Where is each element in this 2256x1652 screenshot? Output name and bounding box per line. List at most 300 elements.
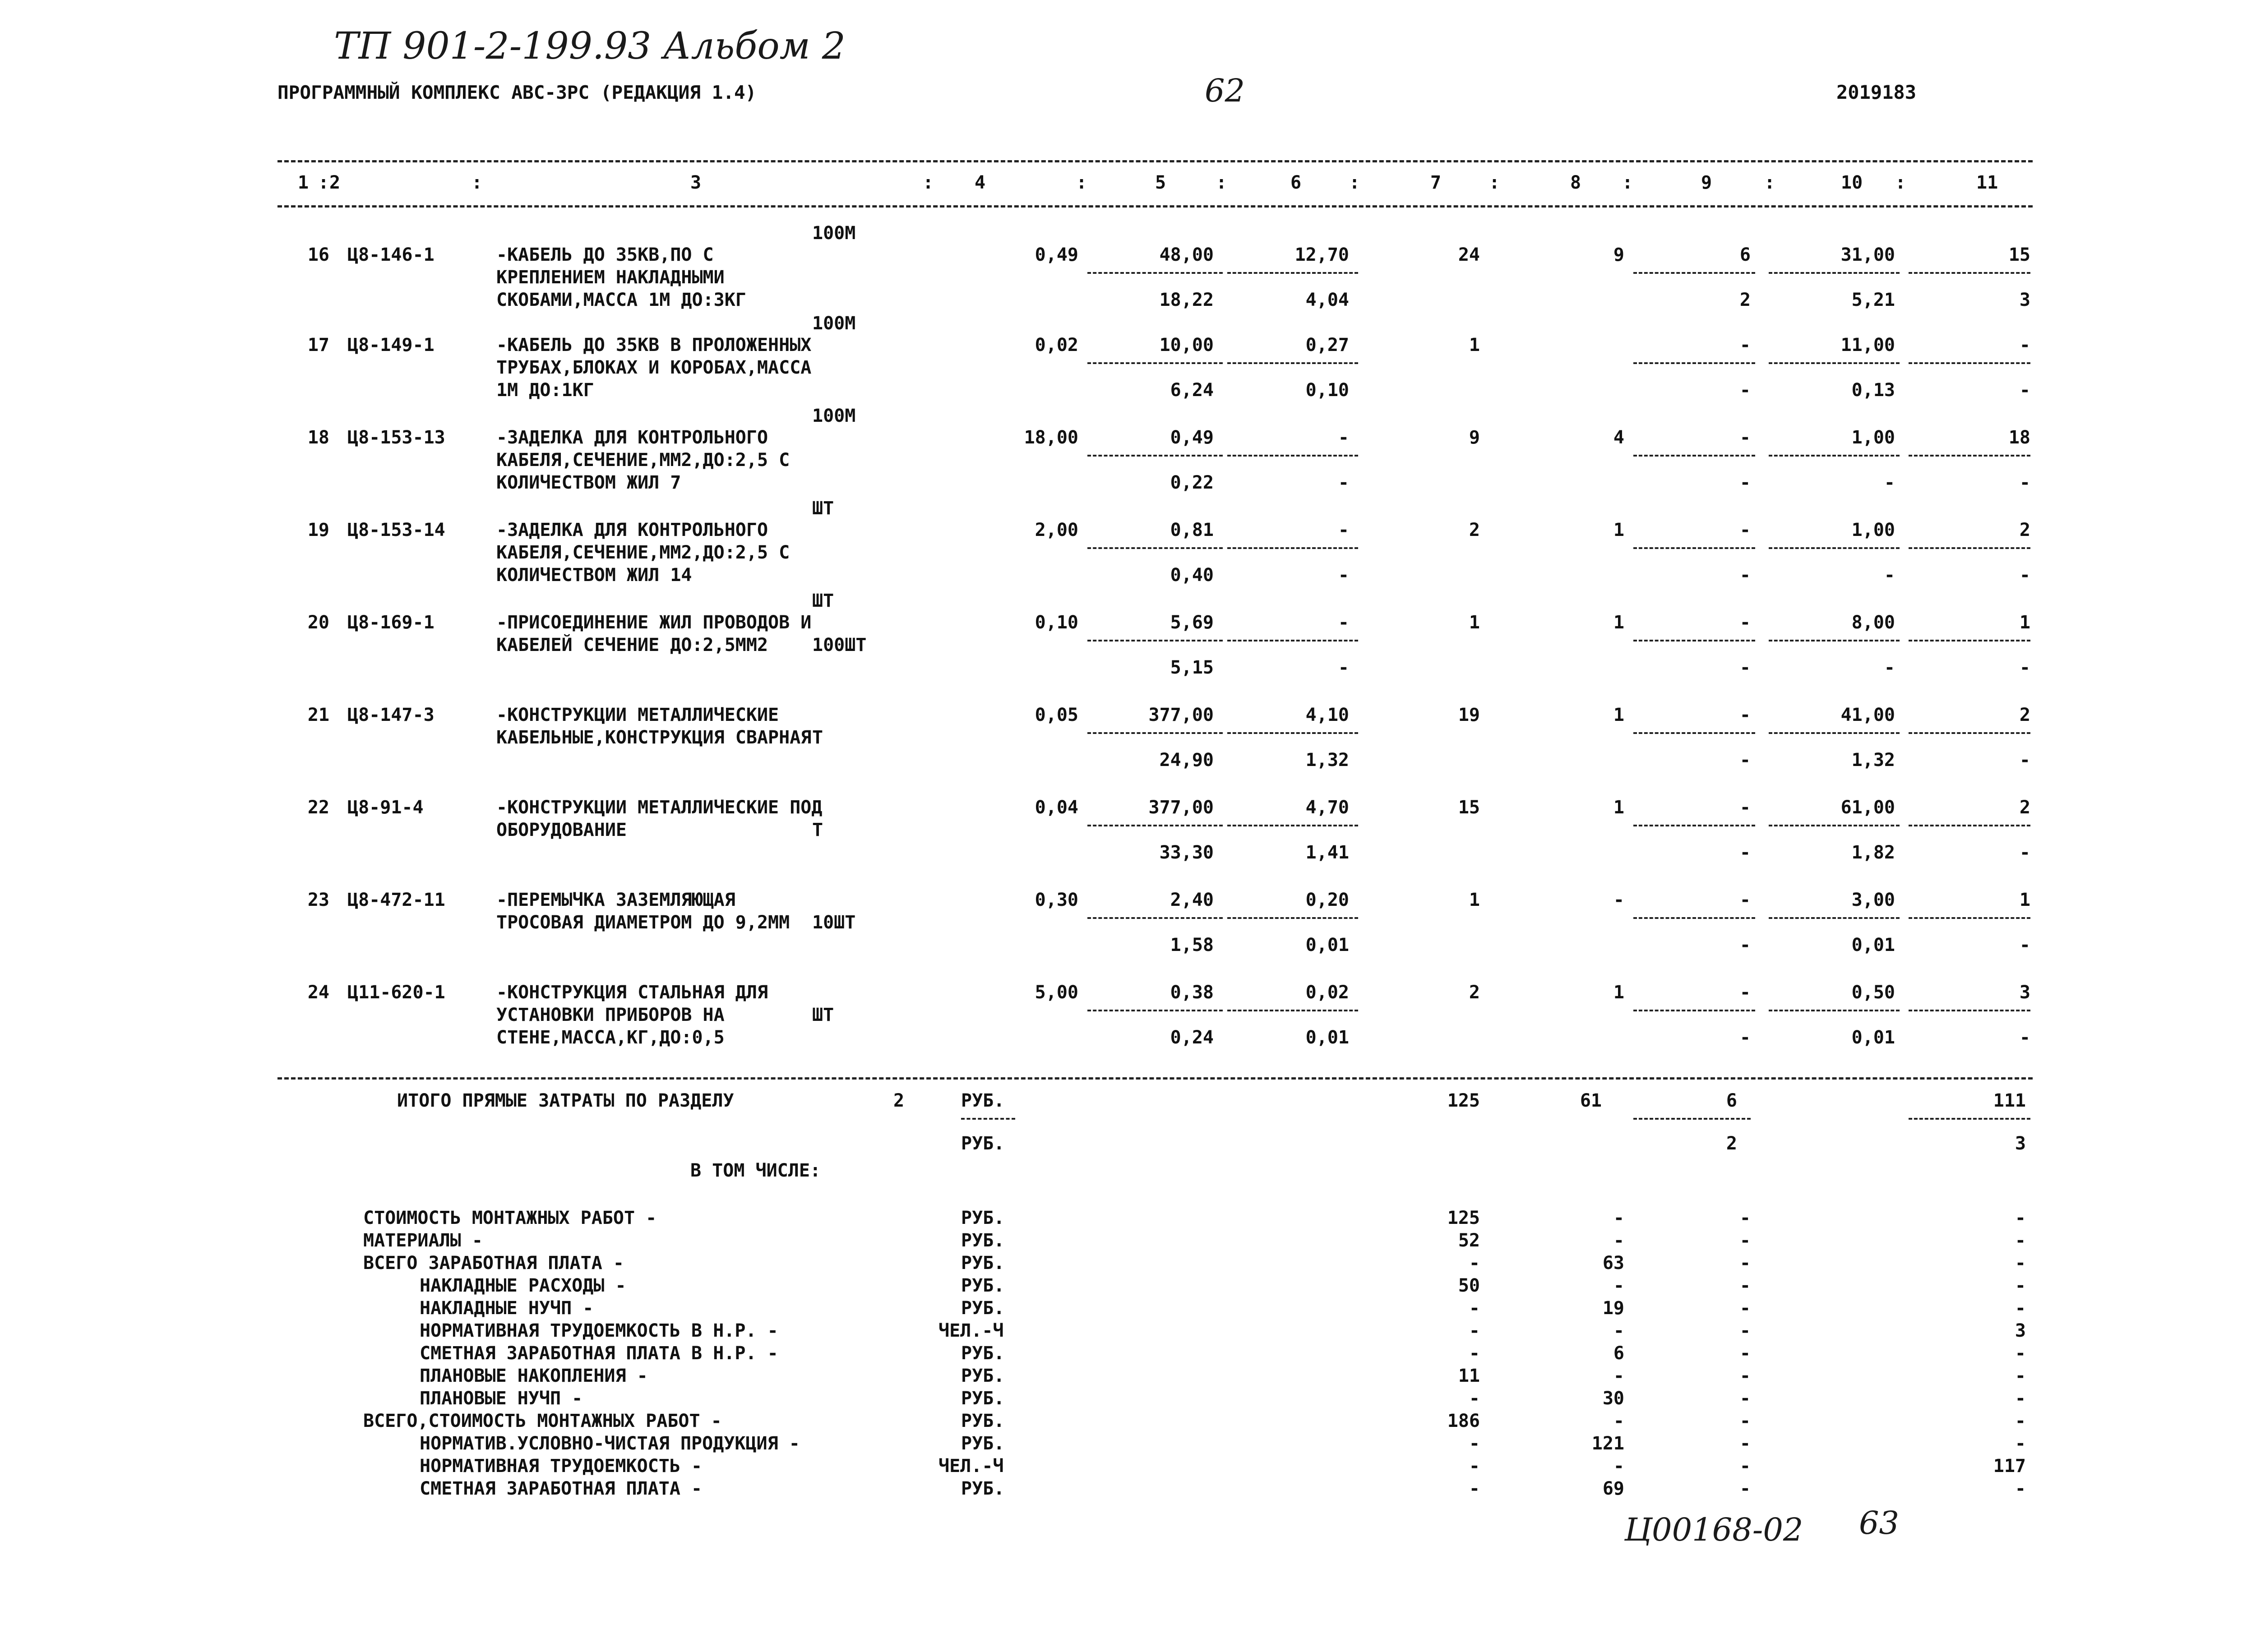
summary-c8: 30 xyxy=(1602,1388,1624,1409)
row-c6-underline xyxy=(1227,917,1358,919)
row-c7: 1 xyxy=(1469,890,1480,910)
totals-c11b: 3 xyxy=(2015,1133,2026,1154)
summary-c8: 19 xyxy=(1602,1298,1624,1319)
row-c6: 4,70 xyxy=(1305,797,1349,818)
row-code: Ц8-153-13 xyxy=(347,427,445,448)
summary-c7: 186 xyxy=(1447,1411,1480,1431)
summary-c11: - xyxy=(2015,1230,2026,1251)
row-unit: 100М xyxy=(812,223,856,244)
row-c6: 0,02 xyxy=(1305,982,1349,1003)
summary-c7: 52 xyxy=(1458,1230,1480,1251)
program-title: ПРОГРАММНЫЙ КОМПЛЕКС АВС-ЗРС (РЕДАКЦИЯ 1.4) xyxy=(277,82,757,103)
row-c11-sub: - xyxy=(2019,472,2030,493)
summary-c9: - xyxy=(1739,1230,1751,1251)
row-c11: - xyxy=(2019,335,2030,355)
row-c10: 61,00 xyxy=(1840,797,1895,818)
totals-unit-underline xyxy=(961,1118,1015,1120)
row-description-line: КАБЕЛЕЙ СЕЧЕНИЕ ДО:2,5ММ2 xyxy=(496,635,768,655)
row-c6: - xyxy=(1338,520,1349,540)
row-c11-sub: - xyxy=(2019,935,2030,955)
row-c6: 4,10 xyxy=(1305,705,1349,725)
row-c9-sub: - xyxy=(1739,472,1751,493)
row-c9-sub: - xyxy=(1739,380,1751,401)
row-c8: 1 xyxy=(1613,982,1624,1003)
row-description-line: КОЛИЧЕСТВОМ ЖИЛ 14 xyxy=(496,565,692,586)
row-c11: 1 xyxy=(2019,890,2030,910)
column-header-6: 6 xyxy=(1290,172,1302,193)
column-header-2: 2 xyxy=(329,172,341,193)
summary-c8: - xyxy=(1613,1208,1624,1228)
row-c10-sub: 0,01 xyxy=(1851,935,1895,955)
row-c7: 19 xyxy=(1458,705,1480,725)
row-c8: 1 xyxy=(1613,520,1624,540)
row-c11: 2 xyxy=(2019,520,2030,540)
row-c8: 4 xyxy=(1613,427,1624,448)
row-description-line: КРЕПЛЕНИЕМ НАКЛАДНЫМИ xyxy=(496,267,725,288)
row-c6-sub: - xyxy=(1338,472,1349,493)
column-header-11: 11 xyxy=(1976,172,1998,193)
summary-c7: - xyxy=(1469,1298,1480,1319)
row-c6-underline xyxy=(1227,272,1358,274)
row-c5: 377,00 xyxy=(1148,705,1214,725)
row-unit: Т xyxy=(812,820,823,840)
row-unit: 100ШТ xyxy=(812,635,867,655)
row-c10-sub: - xyxy=(1884,472,1895,493)
row-unit: ШТ xyxy=(812,591,834,611)
row-c11-underline xyxy=(1909,917,2030,919)
summary-label: СТОИМОСТЬ МОНТАЖНЫХ РАБОТ - xyxy=(363,1208,657,1228)
row-c11-sub: - xyxy=(2019,842,2030,863)
row-number: 18 xyxy=(307,427,329,448)
row-c11-sub: 3 xyxy=(2019,290,2030,310)
row-description-line: -ПЕРЕМЫЧКА ЗАЗЕМЛЯЮЩАЯ xyxy=(496,890,735,910)
row-c10-sub: 1,82 xyxy=(1851,842,1895,863)
totals-c7: 125 xyxy=(1447,1090,1480,1111)
row-c9-underline xyxy=(1633,732,1755,734)
summary-c9: - xyxy=(1739,1208,1751,1228)
row-number: 17 xyxy=(307,335,329,355)
row-c8: 9 xyxy=(1613,245,1624,265)
row-c10: 31,00 xyxy=(1840,245,1895,265)
totals-unit: РУБ. xyxy=(961,1090,1005,1111)
row-c10-underline xyxy=(1769,732,1900,734)
row-c4: 0,30 xyxy=(1035,890,1078,910)
row-c4: 0,49 xyxy=(1035,245,1078,265)
row-code: Ц11-620-1 xyxy=(347,982,445,1003)
totals-section: 2 xyxy=(893,1090,905,1111)
row-number: 21 xyxy=(307,705,329,725)
row-number: 16 xyxy=(307,245,329,265)
page-number: 62 xyxy=(1205,72,1245,109)
row-c6-underline xyxy=(1227,732,1358,734)
summary-unit: РУБ. xyxy=(961,1343,1005,1364)
summary-c7: 125 xyxy=(1447,1208,1480,1228)
row-c6-underline xyxy=(1227,640,1358,641)
row-c7: 1 xyxy=(1469,335,1480,355)
row-number: 20 xyxy=(307,612,329,633)
row-c4: 18,00 xyxy=(1024,427,1078,448)
summary-c11: - xyxy=(2015,1478,2026,1499)
row-c6-underline xyxy=(1227,455,1358,457)
summary-label: СМЕТНАЯ ЗАРАБОТНАЯ ПЛАТА В Н.Р. - xyxy=(420,1343,778,1364)
row-c10-sub: 0,01 xyxy=(1851,1027,1895,1048)
row-c11-underline xyxy=(1909,825,2030,826)
row-c9-underline xyxy=(1633,362,1755,364)
row-c9: 6 xyxy=(1739,245,1751,265)
row-c9-sub: 2 xyxy=(1739,290,1751,310)
row-c5-underline xyxy=(1087,362,1223,364)
column-header-7: 7 xyxy=(1430,172,1442,193)
row-c10-underline xyxy=(1769,640,1900,641)
summary-c11: - xyxy=(2015,1366,2026,1386)
row-description-line: -КОНСТРУКЦИЯ СТАЛЬНАЯ ДЛЯ xyxy=(496,982,768,1003)
row-c9-underline xyxy=(1633,917,1755,919)
column-separator: : xyxy=(1764,172,1775,193)
summary-c11: - xyxy=(2015,1208,2026,1228)
summary-unit: РУБ. xyxy=(961,1208,1005,1228)
row-c5-underline xyxy=(1087,547,1223,549)
column-separator: : xyxy=(1076,172,1087,193)
summary-c9: - xyxy=(1739,1411,1751,1431)
row-c5-sub: 6,24 xyxy=(1170,380,1214,401)
row-c4: 2,00 xyxy=(1035,520,1078,540)
summary-c9: - xyxy=(1739,1456,1751,1477)
row-description-line: -ЗАДЕЛКА ДЛЯ КОНТРОЛЬНОГО xyxy=(496,427,768,448)
row-c6-sub: 0,10 xyxy=(1305,380,1349,401)
summary-c11: 117 xyxy=(1993,1456,2026,1477)
row-description-line: СТЕНЕ,МАССА,КГ,ДО:0,5 xyxy=(496,1027,725,1048)
row-c10-underline xyxy=(1769,825,1900,826)
summary-c9: - xyxy=(1739,1388,1751,1409)
row-c5-sub: 0,22 xyxy=(1170,472,1214,493)
totals-c11: 111 xyxy=(1993,1090,2026,1111)
summary-c8: 63 xyxy=(1602,1253,1624,1274)
summary-unit: РУБ. xyxy=(961,1275,1005,1296)
row-description-line: 1М ДО:1КГ xyxy=(496,380,594,401)
summary-c9: - xyxy=(1739,1366,1751,1386)
doc-code: 2019183 xyxy=(1836,81,1917,103)
row-c10: 1,00 xyxy=(1851,427,1895,448)
row-c11: 2 xyxy=(2019,705,2030,725)
summary-c7: - xyxy=(1469,1320,1480,1341)
row-c4: 0,04 xyxy=(1035,797,1078,818)
summary-c7: - xyxy=(1469,1478,1480,1499)
summary-label: НОРМАТИВНАЯ ТРУДОЕМКОСТЬ - xyxy=(420,1456,703,1477)
summary-c7: - xyxy=(1469,1343,1480,1364)
row-description-line: УСТАНОВКИ ПРИБОРОВ НА xyxy=(496,1005,725,1025)
row-c9: - xyxy=(1739,705,1751,725)
row-c11-sub: - xyxy=(2019,380,2030,401)
row-c6-sub: 1,32 xyxy=(1305,750,1349,771)
row-c9: - xyxy=(1739,890,1751,910)
row-c6-sub: - xyxy=(1338,565,1349,586)
column-header-5: 5 xyxy=(1155,172,1166,193)
handwritten-page: 63 xyxy=(1859,1504,1900,1541)
row-c5-sub: 33,30 xyxy=(1159,842,1214,863)
row-c5: 0,38 xyxy=(1170,982,1214,1003)
row-c6: 0,20 xyxy=(1305,890,1349,910)
row-c9-sub: - xyxy=(1739,842,1751,863)
column-separator: : xyxy=(1349,172,1360,193)
summary-c9: - xyxy=(1739,1275,1751,1296)
row-c6-sub: - xyxy=(1338,657,1349,678)
row-c11-underline xyxy=(1909,272,2030,274)
column-header-9: 9 xyxy=(1701,172,1712,193)
column-header-1: 1 xyxy=(298,172,309,193)
row-c9: - xyxy=(1739,427,1751,448)
summary-c7: 50 xyxy=(1458,1275,1480,1296)
summary-c9: - xyxy=(1739,1253,1751,1274)
row-code: Ц8-91-4 xyxy=(347,797,424,818)
summary-unit: РУБ. xyxy=(961,1388,1005,1409)
row-c11-sub: - xyxy=(2019,750,2030,771)
totals-rule xyxy=(277,1077,2033,1080)
row-c10: 1,00 xyxy=(1851,520,1895,540)
header-bottom-rule xyxy=(277,205,2033,208)
row-c6: 12,70 xyxy=(1294,245,1349,265)
row-number: 19 xyxy=(307,520,329,540)
summary-unit: РУБ. xyxy=(961,1230,1005,1251)
row-c10-underline xyxy=(1769,455,1900,457)
totals-c9: 6 xyxy=(1726,1090,1737,1111)
row-description-line: -КОНСТРУКЦИИ МЕТАЛЛИЧЕСКИЕ ПОД xyxy=(496,797,823,818)
row-c7: 2 xyxy=(1469,520,1480,540)
row-c10-underline xyxy=(1769,547,1900,549)
row-c5: 377,00 xyxy=(1148,797,1214,818)
summary-c7: - xyxy=(1469,1253,1480,1274)
column-separator: : xyxy=(923,172,934,193)
row-c10-underline xyxy=(1769,917,1900,919)
row-c5-underline xyxy=(1087,1010,1223,1011)
summary-label: ВСЕГО,СТОИМОСТЬ МОНТАЖНЫХ РАБОТ - xyxy=(363,1411,722,1431)
summary-unit: РУБ. xyxy=(961,1253,1005,1274)
row-unit: Т xyxy=(812,727,823,748)
row-description-line: ТРУБАХ,БЛОКАХ И КОРОБАХ,МАССА xyxy=(496,357,812,378)
row-code: Ц8-169-1 xyxy=(347,612,435,633)
row-c6: - xyxy=(1338,427,1349,448)
row-unit: 10ШТ xyxy=(812,912,856,933)
summary-c11: - xyxy=(2015,1253,2026,1274)
row-c7: 1 xyxy=(1469,612,1480,633)
summary-c7: - xyxy=(1469,1456,1480,1477)
row-c7: 2 xyxy=(1469,982,1480,1003)
row-c5-sub: 0,24 xyxy=(1170,1027,1214,1048)
summary-c11: - xyxy=(2015,1388,2026,1409)
row-c5: 0,49 xyxy=(1170,427,1214,448)
row-c6: - xyxy=(1338,612,1349,633)
row-c4: 0,05 xyxy=(1035,705,1078,725)
row-c5-sub: 0,40 xyxy=(1170,565,1214,586)
row-c9-underline xyxy=(1633,1010,1755,1011)
totals-unit-2: РУБ. xyxy=(961,1133,1005,1154)
summary-c11: 3 xyxy=(2015,1320,2026,1341)
row-c9-underline xyxy=(1633,547,1755,549)
column-separator: : xyxy=(1622,172,1633,193)
totals-c8: 61 xyxy=(1580,1090,1602,1111)
row-c10-sub: 5,21 xyxy=(1851,290,1895,310)
row-c4: 0,02 xyxy=(1035,335,1078,355)
row-c9-sub: - xyxy=(1739,935,1751,955)
summary-c8: - xyxy=(1613,1366,1624,1386)
row-c5-underline xyxy=(1087,640,1223,641)
totals-c9-underline xyxy=(1633,1118,1751,1120)
summary-c7: - xyxy=(1469,1388,1480,1409)
row-c11-underline xyxy=(1909,732,2030,734)
row-description-line: КАБЕЛЬНЫЕ,КОНСТРУКЦИЯ СВАРНАЯ xyxy=(496,727,812,748)
summary-label: ПЛАНОВЫЕ НАКОПЛЕНИЯ - xyxy=(420,1366,648,1386)
summary-c9: - xyxy=(1739,1343,1751,1364)
row-description-line: КОЛИЧЕСТВОМ ЖИЛ 7 xyxy=(496,472,681,493)
summary-unit: РУБ. xyxy=(961,1433,1005,1454)
row-c11-sub: - xyxy=(2019,657,2030,678)
column-header-4: 4 xyxy=(975,172,986,193)
summary-c8: - xyxy=(1613,1456,1624,1477)
row-c10: 41,00 xyxy=(1840,705,1895,725)
row-description-line: КАБЕЛЯ,СЕЧЕНИЕ,ММ2,ДО:2,5 С xyxy=(496,542,790,563)
row-c6-sub: 0,01 xyxy=(1305,935,1349,955)
summary-label: НОРМАТИВ.УСЛОВНО-ЧИСТАЯ ПРОДУКЦИЯ - xyxy=(420,1433,800,1454)
summary-unit: РУБ. xyxy=(961,1366,1005,1386)
row-c9: - xyxy=(1739,612,1751,633)
summary-label: НАКЛАДНЫЕ РАСХОДЫ - xyxy=(420,1275,626,1296)
summary-c9: - xyxy=(1739,1298,1751,1319)
summary-c7: - xyxy=(1469,1433,1480,1454)
summary-c8: 6 xyxy=(1613,1343,1624,1364)
summary-label: НАКЛАДНЫЕ НУЧП - xyxy=(420,1298,594,1319)
row-c8: 1 xyxy=(1613,612,1624,633)
summary-c8: - xyxy=(1613,1275,1624,1296)
row-c9-sub: - xyxy=(1739,657,1751,678)
summary-c11: - xyxy=(2015,1275,2026,1296)
summary-c9: - xyxy=(1739,1433,1751,1454)
summary-label: СМЕТНАЯ ЗАРАБОТНАЯ ПЛАТА - xyxy=(420,1478,703,1499)
row-description-line: -КОНСТРУКЦИИ МЕТАЛЛИЧЕСКИЕ xyxy=(496,705,779,725)
row-description-line: ОБОРУДОВАНИЕ xyxy=(496,820,627,840)
row-c6-underline xyxy=(1227,825,1358,826)
row-c8: 1 xyxy=(1613,797,1624,818)
row-c9: - xyxy=(1739,520,1751,540)
row-c6-underline xyxy=(1227,1010,1358,1011)
row-c7: 24 xyxy=(1458,245,1480,265)
row-c5-underline xyxy=(1087,455,1223,457)
totals-subheading: В ТОМ ЧИСЛЕ: xyxy=(690,1160,821,1181)
row-c11: 18 xyxy=(2008,427,2030,448)
summary-c8: - xyxy=(1613,1320,1624,1341)
summary-label: НОРМАТИВНАЯ ТРУДОЕМКОСТЬ В Н.Р. - xyxy=(420,1320,778,1341)
summary-label: ВСЕГО ЗАРАБОТНАЯ ПЛАТА - xyxy=(363,1253,624,1274)
row-c5-sub: 1,58 xyxy=(1170,935,1214,955)
summary-c8: 69 xyxy=(1602,1478,1624,1499)
row-c8: 1 xyxy=(1613,705,1624,725)
row-unit: ШТ xyxy=(812,1005,834,1025)
row-c5-underline xyxy=(1087,917,1223,919)
summary-unit: РУБ. xyxy=(961,1411,1005,1431)
row-c5-sub: 5,15 xyxy=(1170,657,1214,678)
row-c10-sub: - xyxy=(1884,657,1895,678)
summary-unit: ЧЕЛ.-Ч xyxy=(938,1320,1004,1341)
row-c11: 15 xyxy=(2008,245,2030,265)
row-description-line: -ПРИСОЕДИНЕНИЕ ЖИЛ ПРОВОДОВ И xyxy=(496,612,812,633)
row-c5: 5,69 xyxy=(1170,612,1214,633)
summary-unit: РУБ. xyxy=(961,1298,1005,1319)
row-c11: 2 xyxy=(2019,797,2030,818)
row-c9-underline xyxy=(1633,825,1755,826)
column-header-3: 3 xyxy=(690,172,702,193)
row-c9-sub: - xyxy=(1739,565,1751,586)
summary-unit: ЧЕЛ.-Ч xyxy=(938,1456,1004,1477)
row-c9-sub: - xyxy=(1739,750,1751,771)
row-unit: 100М xyxy=(812,406,856,426)
row-c5-sub: 18,22 xyxy=(1159,290,1214,310)
column-separator: : xyxy=(1216,172,1227,193)
row-c7: 9 xyxy=(1469,427,1480,448)
row-c10: 8,00 xyxy=(1851,612,1895,633)
totals-label: ИТОГО ПРЯМЫЕ ЗАТРАТЫ ПО РАЗДЕЛУ xyxy=(397,1090,734,1111)
summary-c11: - xyxy=(2015,1343,2026,1364)
row-code: Ц8-153-14 xyxy=(347,520,445,540)
row-c10-underline xyxy=(1769,272,1900,274)
row-c11-underline xyxy=(1909,547,2030,549)
column-separator: : xyxy=(1895,172,1906,193)
summary-label: ПЛАНОВЫЕ НУЧП - xyxy=(420,1388,583,1409)
row-c5-sub: 24,90 xyxy=(1159,750,1214,771)
totals-c11-underline xyxy=(1909,1118,2030,1120)
row-c10-sub: 0,13 xyxy=(1851,380,1895,401)
row-code: Ц8-146-1 xyxy=(347,245,435,265)
summary-c9: - xyxy=(1739,1478,1751,1499)
row-c5: 10,00 xyxy=(1159,335,1214,355)
row-c7: 15 xyxy=(1458,797,1480,818)
row-unit: ШТ xyxy=(812,498,834,519)
row-description-line: КАБЕЛЯ,СЕЧЕНИЕ,ММ2,ДО:2,5 С xyxy=(496,450,790,471)
column-separator: : xyxy=(1489,172,1500,193)
row-c9-sub: - xyxy=(1739,1027,1751,1048)
summary-c8: - xyxy=(1613,1230,1624,1251)
row-c6-underline xyxy=(1227,547,1358,549)
row-description-line: СКОБАМИ,МАССА 1М ДО:3КГ xyxy=(496,290,746,310)
row-c10-underline xyxy=(1769,1010,1900,1011)
row-code: Ц8-472-11 xyxy=(347,890,445,910)
row-unit: 100М xyxy=(812,313,856,334)
row-c5-underline xyxy=(1087,272,1223,274)
summary-c11: - xyxy=(2015,1433,2026,1454)
totals-c9b: 2 xyxy=(1726,1133,1737,1154)
row-c11-underline xyxy=(1909,455,2030,457)
summary-label: МАТЕРИАЛЫ - xyxy=(363,1230,483,1251)
row-c6-sub: 4,04 xyxy=(1305,290,1349,310)
row-c11-sub: - xyxy=(2019,565,2030,586)
row-c6: 0,27 xyxy=(1305,335,1349,355)
summary-c11: - xyxy=(2015,1411,2026,1431)
row-c10: 0,50 xyxy=(1851,982,1895,1003)
row-c11-underline xyxy=(1909,1010,2030,1011)
row-c11: 3 xyxy=(2019,982,2030,1003)
row-c10-sub: 1,32 xyxy=(1851,750,1895,771)
column-separator: : xyxy=(472,172,483,193)
row-c10-sub: - xyxy=(1884,565,1895,586)
row-c11-underline xyxy=(1909,640,2030,641)
row-c9-underline xyxy=(1633,455,1755,457)
handwritten-code: Ц00168-02 xyxy=(1624,1511,1803,1548)
row-c9: - xyxy=(1739,335,1751,355)
row-c5-underline xyxy=(1087,732,1223,734)
row-c9: - xyxy=(1739,982,1751,1003)
row-code: Ц8-149-1 xyxy=(347,335,435,355)
column-header-10: 10 xyxy=(1841,172,1863,193)
row-c5-underline xyxy=(1087,825,1223,826)
row-c4: 5,00 xyxy=(1035,982,1078,1003)
handwritten-reference: ТП 901-2-199.93 Альбом 2 xyxy=(334,25,846,68)
